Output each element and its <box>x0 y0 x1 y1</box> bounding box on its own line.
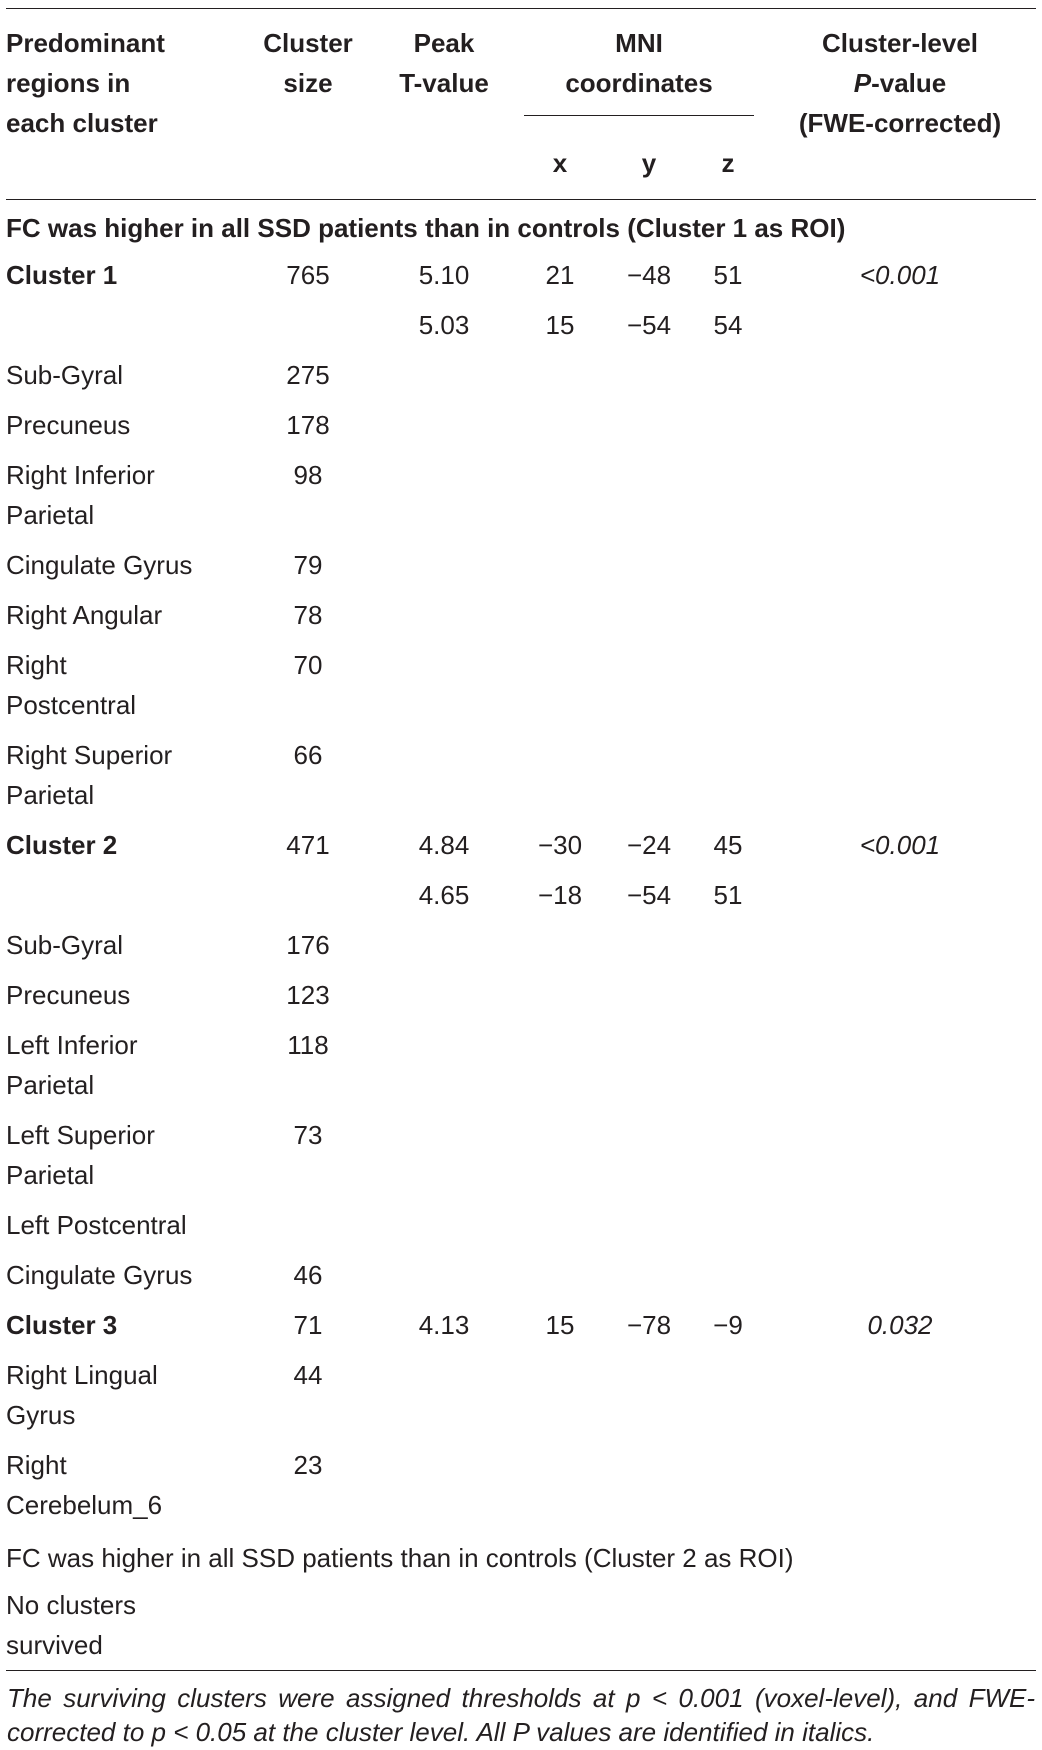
header-pvalue <box>764 9 1036 144</box>
cell-peak <box>374 1250 514 1300</box>
cell-z <box>692 1200 764 1250</box>
header-empty <box>764 143 1036 200</box>
header-region <box>6 9 242 144</box>
cell-p <box>764 1200 1036 1250</box>
table-header <box>6 9 1036 200</box>
table-row <box>6 1350 1036 1440</box>
cell-peak <box>374 1440 514 1530</box>
cell-p <box>764 540 1036 590</box>
cell-x <box>514 970 606 1020</box>
cell-y: −54 <box>606 300 692 350</box>
cell-z: −9 <box>692 1300 764 1350</box>
cell-peak <box>374 1020 514 1110</box>
cell-z: 51 <box>692 250 764 300</box>
cell-z <box>692 350 764 400</box>
cell-region <box>6 250 242 300</box>
section-heading: FC was higher in all SSD patients than in controls (Cluster 2 as ROI) <box>6 1530 1036 1580</box>
cell-size: 98 <box>242 450 374 540</box>
cell-region <box>6 1200 242 1250</box>
table-body <box>6 200 1036 1671</box>
cell-peak <box>374 590 514 640</box>
table-row <box>6 1440 1036 1530</box>
table-row <box>6 1300 1036 1350</box>
cell-x: −18 <box>514 870 606 920</box>
cell-size: 44 <box>242 1350 374 1440</box>
table-footnote: The surviving clusters were assigned thresholds at p < 0.001 (voxel-level), and FWE-corrected to p < 0.05 at the cluster level. All P values are identified in italics. <box>6 1671 1036 1750</box>
cell-size: 176 <box>242 920 374 970</box>
cell-region-line: Left Superior <box>6 1115 242 1155</box>
header-x: x <box>514 143 606 200</box>
cell-y <box>606 970 692 1020</box>
cell-region-line: Cluster 2 <box>6 825 242 865</box>
cell-region-line: Cingulate Gyrus <box>6 1255 242 1295</box>
cell-p <box>764 1110 1036 1200</box>
header-region-line: each cluster <box>6 103 242 143</box>
cell-peak: 4.84 <box>374 820 514 870</box>
cell-z <box>692 640 764 730</box>
cell-region-line: Cerebelum_6 <box>6 1485 242 1525</box>
table-row <box>6 400 1036 450</box>
cell-x: 15 <box>514 300 606 350</box>
cell-peak <box>374 1580 514 1671</box>
cell-p <box>764 1250 1036 1300</box>
table-row <box>6 1020 1036 1110</box>
cell-region-line: Right Inferior <box>6 455 242 495</box>
table-row <box>6 920 1036 970</box>
cell-peak: 4.65 <box>374 870 514 920</box>
cell-y <box>606 450 692 540</box>
cell-peak <box>374 540 514 590</box>
cell-region <box>6 1020 242 1110</box>
section-heading-row <box>6 1530 1036 1580</box>
table-row <box>6 590 1036 640</box>
cell-size: 70 <box>242 640 374 730</box>
table-row <box>6 1200 1036 1250</box>
cell-region <box>6 730 242 820</box>
cell-region-line: Sub-Gyral <box>6 355 242 395</box>
cell-x <box>514 1580 606 1671</box>
cell-z <box>692 400 764 450</box>
cell-y <box>606 1440 692 1530</box>
cell-z <box>692 590 764 640</box>
cell-x <box>514 350 606 400</box>
header-cluster-size <box>242 9 374 144</box>
cell-p <box>764 1580 1036 1671</box>
cell-x <box>514 1350 606 1440</box>
table-row <box>6 300 1036 350</box>
section-heading-row <box>6 200 1036 251</box>
cell-z <box>692 920 764 970</box>
header-size-line: size <box>242 63 374 103</box>
cell-region-line: survived <box>6 1625 242 1665</box>
header-size-line: Cluster <box>242 23 374 63</box>
cell-z <box>692 970 764 1020</box>
header-pvalue-line: Cluster-level <box>764 23 1036 63</box>
cell-y: −24 <box>606 820 692 870</box>
table-row <box>6 820 1036 870</box>
cell-p <box>764 920 1036 970</box>
cell-y <box>606 920 692 970</box>
cell-region-line: Precuneus <box>6 975 242 1015</box>
cell-p <box>764 590 1036 640</box>
cell-region-line: Left Inferior <box>6 1025 242 1065</box>
cell-y <box>606 540 692 590</box>
mni-divider <box>524 115 754 116</box>
cell-x <box>514 590 606 640</box>
cell-peak: 4.13 <box>374 1300 514 1350</box>
cell-region <box>6 920 242 970</box>
header-empty <box>374 143 514 200</box>
cell-peak <box>374 1200 514 1250</box>
header-pvalue-line: (FWE-corrected) <box>764 103 1036 143</box>
cell-x <box>514 1200 606 1250</box>
cell-z <box>692 450 764 540</box>
cell-region <box>6 300 242 350</box>
cell-size: 178 <box>242 400 374 450</box>
cell-size: 471 <box>242 820 374 870</box>
cell-size <box>242 1580 374 1671</box>
cell-y <box>606 350 692 400</box>
cell-x: 21 <box>514 250 606 300</box>
cell-y <box>606 400 692 450</box>
cell-size: 79 <box>242 540 374 590</box>
cell-p <box>764 350 1036 400</box>
cell-y <box>606 1350 692 1440</box>
table-row <box>6 970 1036 1020</box>
table-row <box>6 640 1036 730</box>
cell-p <box>764 1020 1036 1110</box>
cell-x: 15 <box>514 1300 606 1350</box>
cell-y: −54 <box>606 870 692 920</box>
cell-z: 51 <box>692 870 764 920</box>
cell-y <box>606 1580 692 1671</box>
table-row <box>6 1250 1036 1300</box>
cell-region <box>6 1440 242 1530</box>
cell-x <box>514 1440 606 1530</box>
cell-region <box>6 1580 242 1671</box>
cell-region-line: Parietal <box>6 1155 242 1195</box>
header-pvalue-rest: -value <box>871 68 946 98</box>
cell-region-line: Cluster 3 <box>6 1305 242 1345</box>
table-row <box>6 350 1036 400</box>
cell-peak <box>374 920 514 970</box>
cell-size: 78 <box>242 590 374 640</box>
cell-peak <box>374 1110 514 1200</box>
cell-x <box>514 1110 606 1200</box>
table-row <box>6 540 1036 590</box>
cell-region <box>6 540 242 590</box>
cell-region-line: Gyrus <box>6 1395 242 1435</box>
section-heading: FC was higher in all SSD patients than in controls (Cluster 1 as ROI) <box>6 200 1036 251</box>
cell-size: 123 <box>242 970 374 1020</box>
table-row <box>6 250 1036 300</box>
cell-region-line: No clusters <box>6 1585 242 1625</box>
cell-z <box>692 1580 764 1671</box>
cell-p <box>764 730 1036 820</box>
cell-region <box>6 1250 242 1300</box>
table-footer <box>6 1671 1036 1750</box>
cell-p <box>764 1350 1036 1440</box>
cell-size: 73 <box>242 1110 374 1200</box>
header-z: z <box>692 143 764 200</box>
cell-p <box>764 970 1036 1020</box>
header-pvalue-italic: P <box>854 68 871 98</box>
cell-z <box>692 730 764 820</box>
cell-x: −30 <box>514 820 606 870</box>
cell-y <box>606 590 692 640</box>
cell-region-line: Cluster 1 <box>6 255 242 295</box>
cell-z: 45 <box>692 820 764 870</box>
cell-x <box>514 400 606 450</box>
cell-p <box>764 400 1036 450</box>
cell-p <box>764 450 1036 540</box>
cell-y <box>606 1200 692 1250</box>
cell-peak: 5.10 <box>374 250 514 300</box>
cell-p: <0.001 <box>764 250 1036 300</box>
header-mni-line: coordinates <box>514 63 764 103</box>
cell-peak <box>374 1350 514 1440</box>
cell-region <box>6 350 242 400</box>
cell-p: <0.001 <box>764 820 1036 870</box>
cell-size: 71 <box>242 1300 374 1350</box>
cell-size: 765 <box>242 250 374 300</box>
cell-z <box>692 1350 764 1440</box>
cell-p: 0.032 <box>764 1300 1036 1350</box>
cell-size <box>242 870 374 920</box>
table-row <box>6 1580 1036 1671</box>
cell-p <box>764 300 1036 350</box>
cell-z <box>692 1250 764 1300</box>
cell-region <box>6 970 242 1020</box>
cell-region <box>6 1350 242 1440</box>
cell-region <box>6 1300 242 1350</box>
table-row <box>6 1110 1036 1200</box>
cell-region-line: Precuneus <box>6 405 242 445</box>
cell-p <box>764 1440 1036 1530</box>
header-empty <box>242 143 374 200</box>
cell-z <box>692 1440 764 1530</box>
cell-p <box>764 870 1036 920</box>
cell-size: 66 <box>242 730 374 820</box>
cell-region-line: Sub-Gyral <box>6 925 242 965</box>
header-peak-line: T-value <box>374 63 514 103</box>
cell-peak <box>374 640 514 730</box>
cell-y: −48 <box>606 250 692 300</box>
results-table <box>6 8 1036 1750</box>
cell-region-line: Cingulate Gyrus <box>6 545 242 585</box>
cell-region <box>6 870 242 920</box>
cell-region-line: Left Postcentral <box>6 1205 242 1245</box>
table-row <box>6 450 1036 540</box>
cell-region-line: Right Lingual <box>6 1355 242 1395</box>
header-region-line: Predominant <box>6 23 242 63</box>
cell-size: 46 <box>242 1250 374 1300</box>
cell-region-line: Right <box>6 645 242 685</box>
cell-z <box>692 540 764 590</box>
cell-size <box>242 300 374 350</box>
cell-p <box>764 640 1036 730</box>
cell-z <box>692 1110 764 1200</box>
cell-x <box>514 1250 606 1300</box>
cell-size: 23 <box>242 1440 374 1530</box>
cell-peak: 5.03 <box>374 300 514 350</box>
header-peak-t <box>374 9 514 144</box>
cell-x <box>514 1020 606 1110</box>
header-empty <box>6 143 242 200</box>
cell-peak <box>374 450 514 540</box>
cell-y <box>606 1250 692 1300</box>
cell-x <box>514 920 606 970</box>
cell-region-line: Right Superior <box>6 735 242 775</box>
cell-peak <box>374 400 514 450</box>
cell-region-line: Parietal <box>6 775 242 815</box>
cell-x <box>514 540 606 590</box>
cell-peak <box>374 350 514 400</box>
cell-region-line: Right <box>6 1445 242 1485</box>
header-peak-line: Peak <box>374 23 514 63</box>
cell-y <box>606 1020 692 1110</box>
cell-region <box>6 820 242 870</box>
cell-z: 54 <box>692 300 764 350</box>
header-mni <box>514 9 764 144</box>
cell-size: 275 <box>242 350 374 400</box>
table-row <box>6 730 1036 820</box>
cell-region <box>6 450 242 540</box>
cell-region <box>6 400 242 450</box>
cell-peak <box>374 970 514 1020</box>
cell-region <box>6 1110 242 1200</box>
cell-y: −78 <box>606 1300 692 1350</box>
cell-size <box>242 1200 374 1250</box>
header-mni-line: MNI <box>514 23 764 63</box>
cell-region-line: Parietal <box>6 1065 242 1105</box>
header-y: y <box>606 143 692 200</box>
cell-x <box>514 730 606 820</box>
header-pvalue-line <box>764 63 1036 103</box>
cell-size: 118 <box>242 1020 374 1110</box>
cell-peak <box>374 730 514 820</box>
cell-region-line: Parietal <box>6 495 242 535</box>
cell-y <box>606 640 692 730</box>
cell-region-line: Postcentral <box>6 685 242 725</box>
cell-region-line: Right Angular <box>6 595 242 635</box>
cell-region <box>6 590 242 640</box>
cell-region <box>6 640 242 730</box>
cell-x <box>514 450 606 540</box>
cell-x <box>514 640 606 730</box>
table-row <box>6 870 1036 920</box>
cell-y <box>606 730 692 820</box>
cell-y <box>606 1110 692 1200</box>
header-region-line: regions in <box>6 63 242 103</box>
cell-z <box>692 1020 764 1110</box>
